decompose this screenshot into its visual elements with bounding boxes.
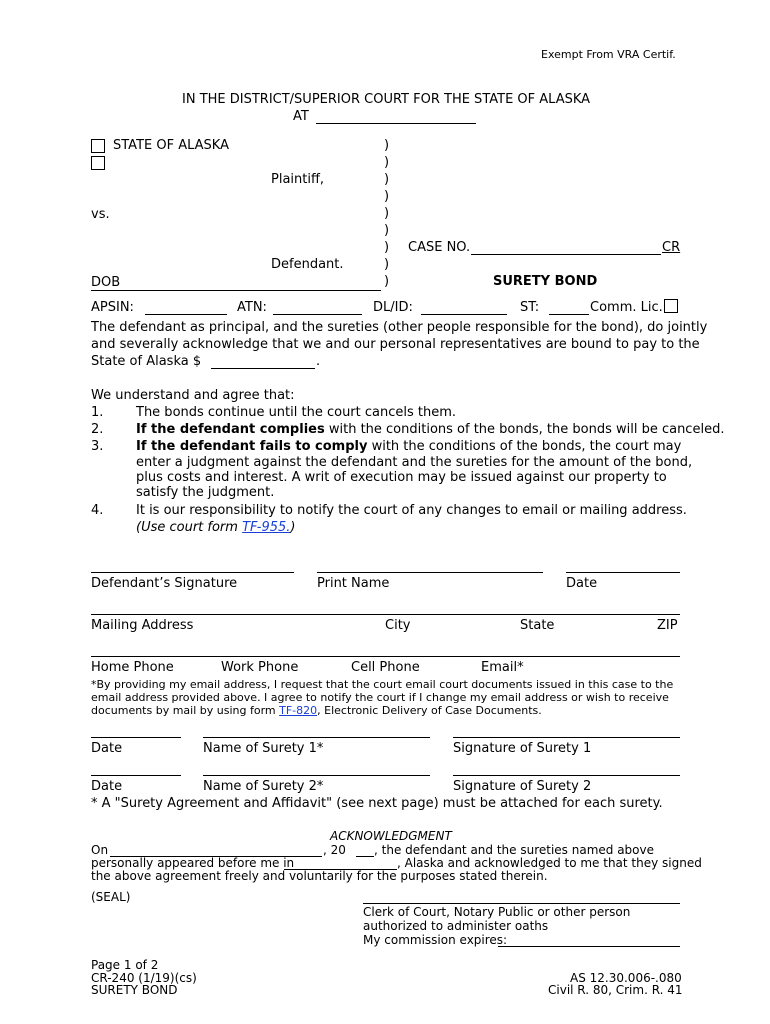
- ack-year: , 20: [323, 843, 346, 857]
- surety2-signature-label: Signature of Surety 2: [453, 779, 592, 794]
- surety1-signature-line[interactable]: [453, 737, 680, 738]
- case-no-label: CASE NO.: [408, 240, 471, 255]
- defendant-label: Defendant.: [271, 257, 344, 272]
- surety1-date-line[interactable]: [91, 737, 181, 738]
- surety2-signature-line[interactable]: [453, 775, 680, 776]
- email-note-text: , Electronic Delivery of Case Documents.: [317, 704, 542, 717]
- at-label: AT: [293, 109, 309, 124]
- case-no-field[interactable]: [471, 254, 661, 255]
- item-bold: If the defendant fails to comply: [136, 439, 368, 454]
- tf-955-link[interactable]: TF-955.: [242, 520, 291, 535]
- statute-reference: AS 12.30.006-.080: [570, 971, 682, 985]
- print-name-label: Print Name: [317, 576, 390, 591]
- surety2-date-line[interactable]: [91, 775, 181, 776]
- phone-email-line[interactable]: [91, 656, 680, 657]
- cell-phone-label: Cell Phone: [351, 660, 420, 675]
- apsin-label: APSIN:: [91, 300, 134, 315]
- ack-year-field[interactable]: [356, 856, 374, 857]
- intro-line: State of Alaska $: [91, 354, 202, 369]
- intro-line: and severally acknowledge that we and our personal representatives are bound to pay to the: [91, 337, 700, 352]
- item-text: [136, 439, 681, 454]
- item-continuation: enter a judgment against the defendant and the sureties for the amount of the bond,: [136, 455, 693, 470]
- form-number: CR-240 (1/19)(cs): [91, 971, 197, 985]
- date-label: Date: [566, 576, 598, 591]
- st-label: ST:: [520, 300, 540, 315]
- caption-paren: ): [384, 274, 390, 289]
- caption-paren: ): [384, 240, 390, 255]
- atn-label: ATN:: [237, 300, 267, 315]
- ack-line1-rest: , the defendant and the sureties named above: [374, 843, 655, 857]
- surety-agreement-note: * A "Surety Agreement and Affidavit" (see next page) must be attached for each surety.: [91, 796, 663, 811]
- cr-suffix: CR: [662, 240, 681, 255]
- ack-on: On: [91, 843, 109, 857]
- zip-label: ZIP: [657, 618, 678, 633]
- email-note: [91, 704, 542, 717]
- item-rest: with the conditions of the bonds, the court may: [367, 439, 682, 454]
- dob-label: DOB: [91, 275, 121, 290]
- item-number: 2.: [91, 422, 104, 437]
- surety1-name-label: Name of Surety 1*: [203, 741, 324, 756]
- clerk-signature-line[interactable]: [363, 903, 680, 904]
- acknowledgment-title: ACKNOWLEDGMENT: [330, 829, 452, 843]
- clerk-title: Clerk of Court, Notary Public or other person: [363, 905, 631, 919]
- dlid-field[interactable]: [421, 314, 507, 315]
- surety2-date-label: Date: [91, 779, 123, 794]
- item-continuation: satisfy the judgment.: [136, 485, 275, 500]
- caption-paren: ): [384, 223, 390, 238]
- seal-label: (SEAL): [91, 890, 131, 904]
- caption-paren: ): [384, 172, 390, 187]
- email-note-text: documents by mail by using form: [91, 704, 280, 717]
- st-field[interactable]: [549, 314, 589, 315]
- defendant-name-line[interactable]: [91, 290, 381, 291]
- ack-line2-b: , Alaska and acknowledged to me that they signed: [397, 856, 702, 870]
- ack-line3: the above agreement freely and voluntarily for the purposes stated therein.: [91, 869, 548, 883]
- defendants-signature-label: Defendant’s Signature: [91, 576, 238, 591]
- item-number: 1.: [91, 405, 104, 420]
- item-number: 4.: [91, 503, 104, 518]
- surety1-date-label: Date: [91, 741, 123, 756]
- intro-line: The defendant as principal, and the sureties (other people responsible for the bond), do jointly: [91, 320, 708, 335]
- home-phone-label: Home Phone: [91, 660, 174, 675]
- defendant-signature-line[interactable]: [91, 572, 294, 573]
- caption-paren: ): [384, 155, 390, 170]
- email-note: email address provided above. I agree to notify the court if I change my email address or wish to receive: [91, 691, 669, 704]
- surety2-name-label: Name of Surety 2*: [203, 779, 324, 794]
- understand-heading: We understand and agree that:: [91, 388, 295, 403]
- item-text: The bonds continue until the court cancels them.: [136, 405, 457, 420]
- dlid-label: DL/ID:: [373, 300, 413, 315]
- defendant-date-line[interactable]: [566, 572, 680, 573]
- item-text: It is our responsibility to notify the court of any changes to email or mailing address.: [136, 503, 687, 518]
- print-name-line[interactable]: [317, 572, 543, 573]
- apsin-field[interactable]: [145, 314, 227, 315]
- work-phone-label: Work Phone: [221, 660, 299, 675]
- plaintiff-label: Plaintiff,: [271, 172, 325, 187]
- surety1-signature-label: Signature of Surety 1: [453, 741, 592, 756]
- form-name: SURETY BOND: [91, 983, 178, 997]
- intro-period: .: [316, 354, 321, 369]
- caption-paren: ): [384, 257, 390, 272]
- state-of-alaska-label: STATE OF ALASKA: [113, 138, 229, 153]
- mailing-address-line[interactable]: [91, 614, 680, 615]
- form-title: SURETY BOND: [493, 274, 598, 289]
- item-continuation: plus costs and interest. A writ of execution may be issued against our property to: [136, 470, 667, 485]
- commission-expires-field[interactable]: [498, 946, 680, 947]
- surety1-name-line[interactable]: [203, 737, 430, 738]
- use-court-form-close: ): [290, 520, 296, 535]
- clerk-title: authorized to administer oaths: [363, 919, 549, 933]
- bond-amount-field[interactable]: [211, 368, 315, 369]
- rules-reference: Civil R. 80, Crim. R. 41: [548, 983, 683, 997]
- atn-field[interactable]: [273, 314, 362, 315]
- state-of-alaska-checkbox[interactable]: [91, 139, 105, 153]
- comm-lic-label: Comm. Lic.: [590, 300, 663, 315]
- caption-paren: ): [384, 206, 390, 221]
- mailing-address-label: Mailing Address: [91, 618, 194, 633]
- page-number: Page 1 of 2: [91, 958, 159, 972]
- use-court-form: [136, 520, 296, 535]
- at-location-field[interactable]: [316, 123, 476, 124]
- ack-line2-a: personally appeared before me in: [91, 856, 295, 870]
- city-label: City: [385, 618, 411, 633]
- court-title: IN THE DISTRICT/SUPERIOR COURT FOR THE STATE OF ALASKA: [182, 92, 591, 107]
- item-rest: with the conditions of the bonds, the bonds will be canceled.: [324, 422, 725, 437]
- use-court-form-text: (Use court form: [136, 520, 243, 535]
- caption-paren: ): [384, 189, 390, 204]
- email-label: Email*: [481, 660, 524, 675]
- comm-lic-checkbox[interactable]: [664, 299, 678, 313]
- vs-label: vs.: [91, 207, 110, 222]
- other-plaintiff-checkbox[interactable]: [91, 156, 105, 170]
- item-number: 3.: [91, 439, 104, 454]
- caption-paren: ): [384, 138, 390, 153]
- state-label: State: [520, 618, 555, 633]
- commission-expires-label: My commission expires:: [363, 933, 508, 947]
- tf-820-link[interactable]: TF-820: [279, 704, 318, 717]
- surety2-name-line[interactable]: [203, 775, 430, 776]
- email-note: *By providing my email address, I request that the court email court documents issued in this case to the: [91, 678, 674, 691]
- item-text: [136, 422, 724, 437]
- exempt-notice: Exempt From VRA Certif.: [541, 48, 676, 61]
- item-bold: If the defendant complies: [136, 422, 325, 437]
